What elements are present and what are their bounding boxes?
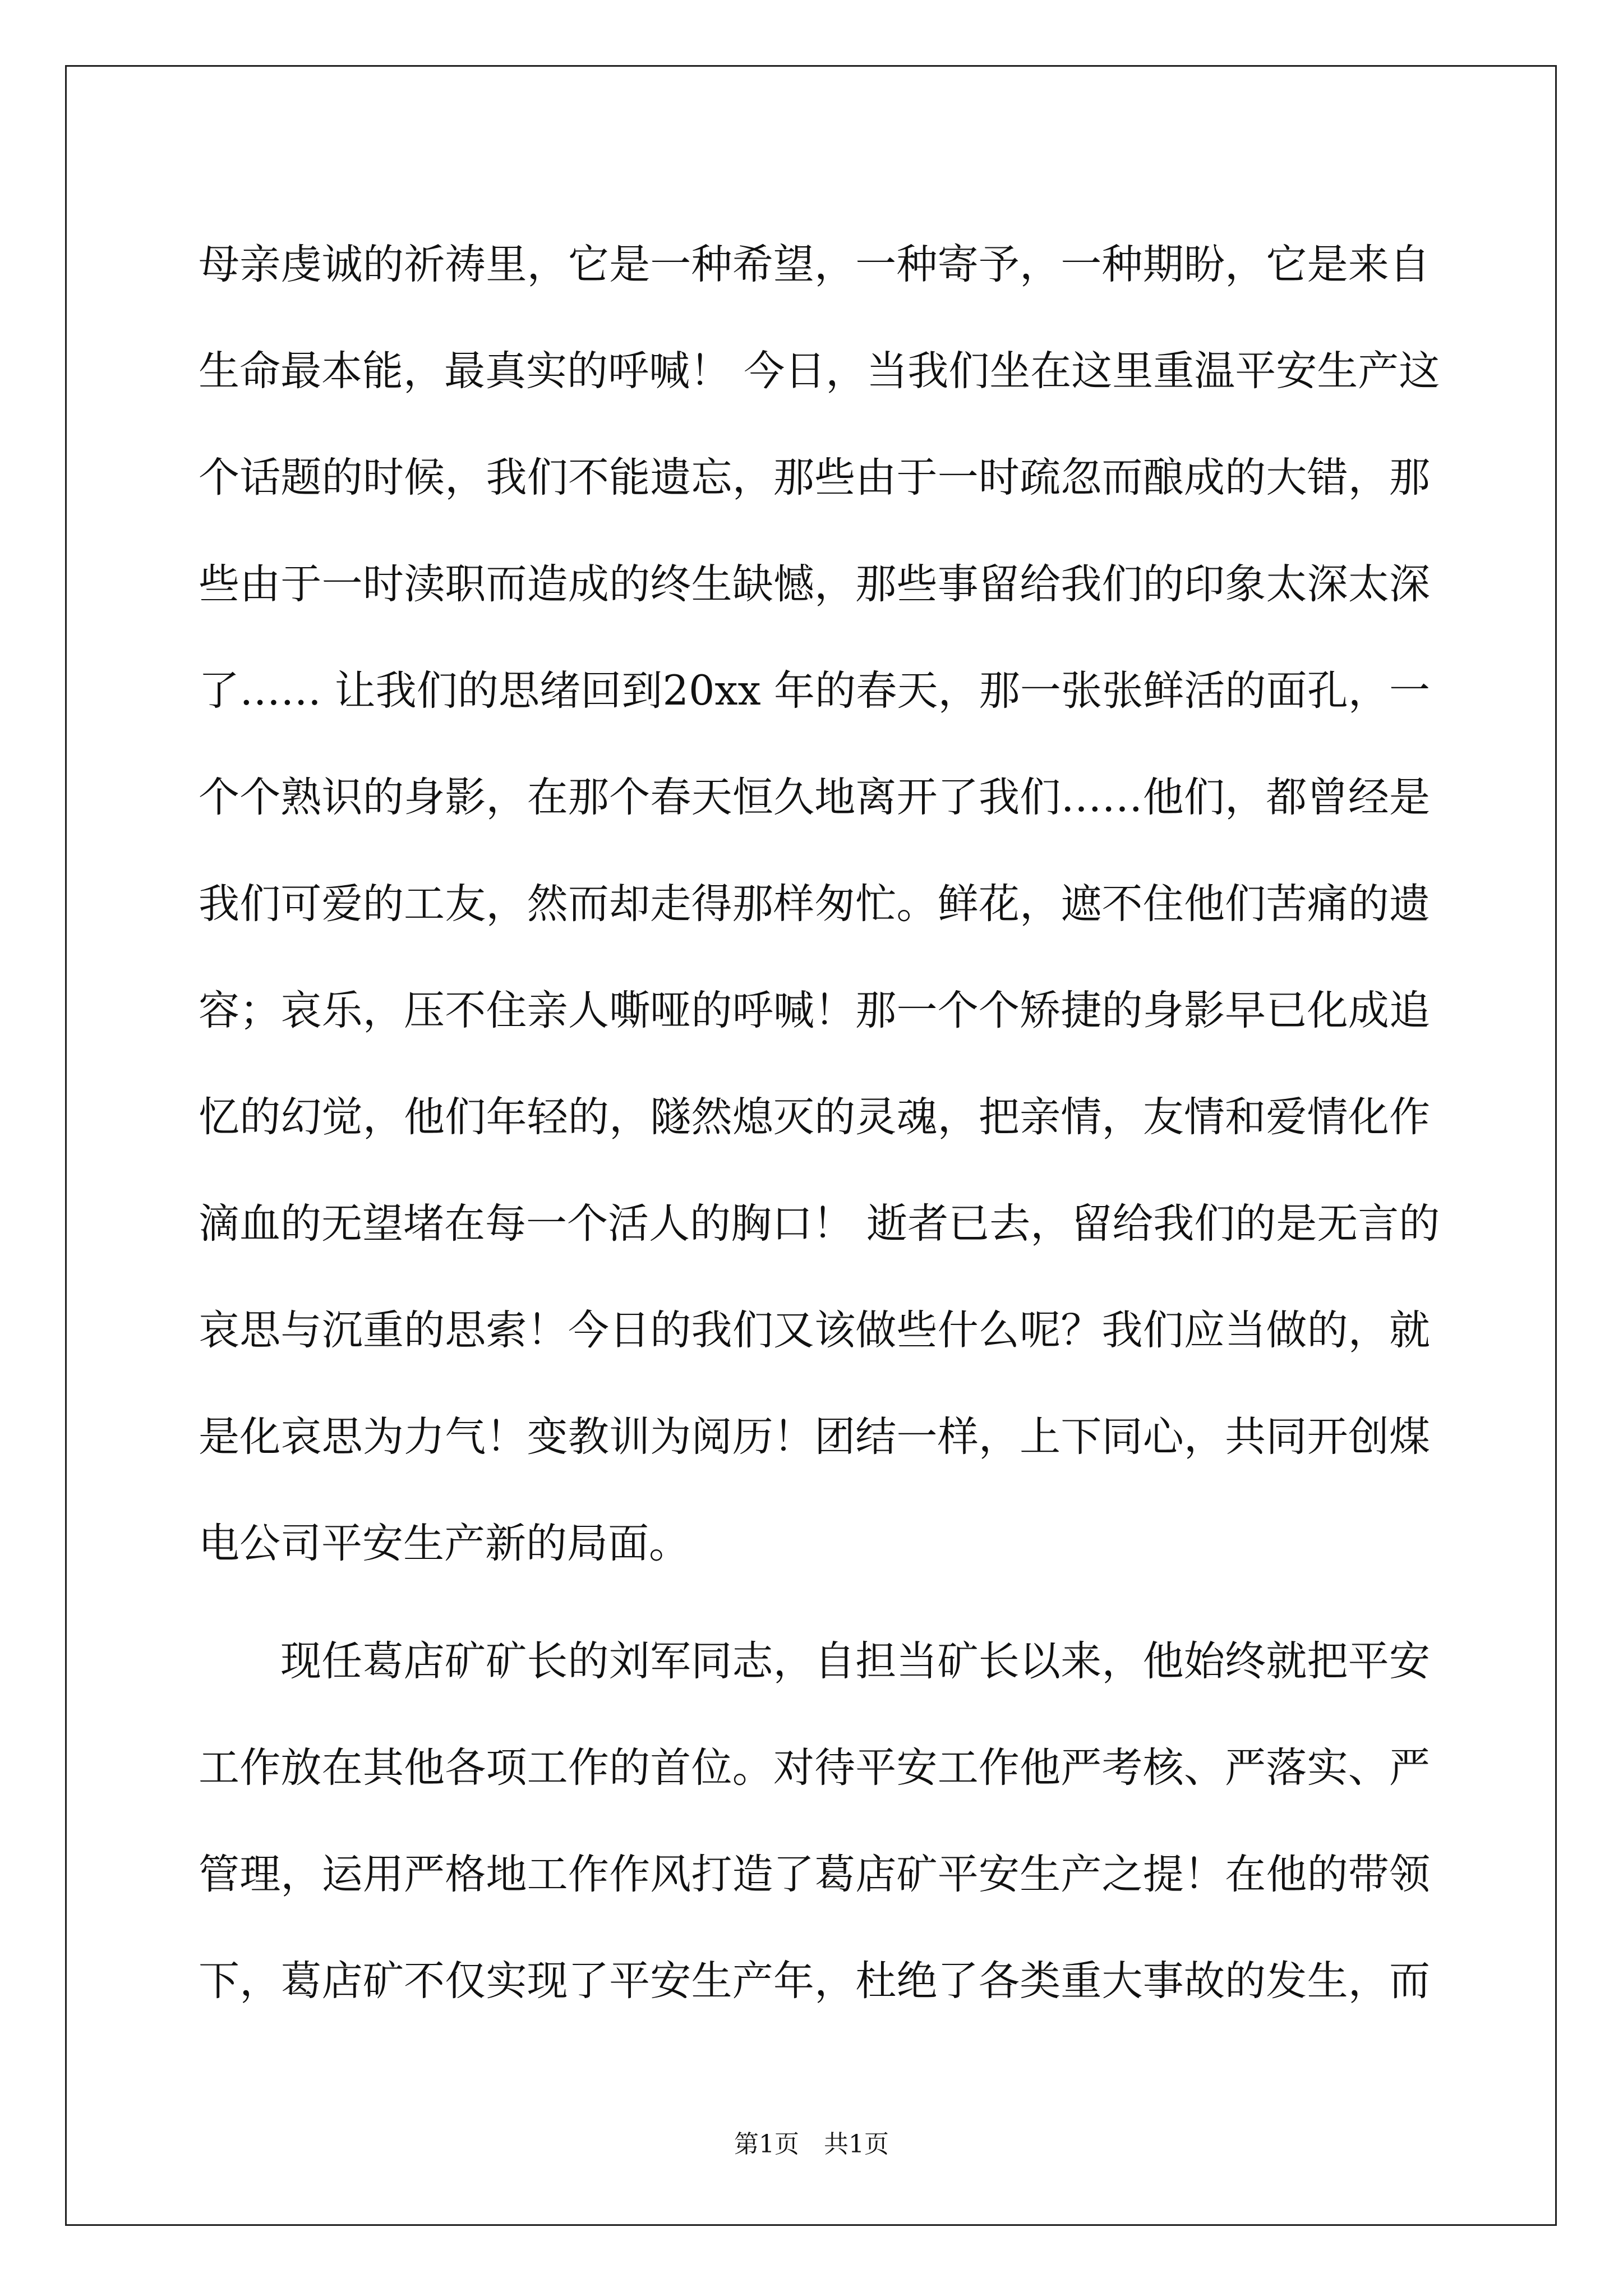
paragraph-1-line-4: 些由于一时渎职而造成的终生缺憾，那些事留给我们的印象太深太深	[199, 560, 1430, 608]
paragraph-1-line-1: 母亲虔诚的祈祷里，它是一种希望，一种寄予，一种期盼，它是来自	[199, 241, 1430, 288]
paragraph-1-line-11: 哀思与沉重的思索！今日的我们又该做些什么呢？我们应当做的，就	[199, 1306, 1430, 1354]
paragraph-1-line-10: 滴血的无望堵在每一个活人的胸口！ 逝者已去，留给我们的是无言的	[199, 1200, 1440, 1248]
paragraph-1-line-8: 容；哀乐，压不住亲人嘶哑的呼喊！那一个个矫捷的身影早已化成追	[199, 987, 1430, 1034]
page-footer	[0, 2128, 1623, 2161]
paragraph-2-line-4: 下，葛店矿不仅实现了平安生产年，杜绝了各类重大事故的发生，而	[199, 1957, 1430, 2005]
page-total: 共1页	[824, 2130, 889, 2159]
page-number: 第1页	[734, 2130, 799, 2159]
paragraph-1-line-6: 个个熟识的身影，在那个春天恒久地离开了我们……他们，都曾经是	[199, 774, 1430, 821]
paragraph-2-line-3: 管理，运用严格地工作作风打造了葛店矿平安生产之提！在他的带领	[199, 1851, 1430, 1898]
paragraph-1-line-3: 个话题的时候，我们不能遗忘，那些由于一时疏忽而酿成的大错，那	[199, 454, 1430, 501]
document-body	[199, 211, 1440, 2035]
paragraph-1-line-7: 我们可爱的工友，然而却走得那样匆忙。鲜花，遮不住他们苦痛的遗	[199, 880, 1430, 928]
paragraph-1-line-5: 了…… 让我们的思绪回到20xx 年的春天，那一张张鲜活的面孔，一	[199, 667, 1430, 715]
paragraph-2-line-1: 现任葛店矿矿长的刘军同志，自担当矿长以来，他始终就把平安	[280, 1637, 1430, 1685]
paragraph-1-line-2: 生命最本能，最真实的呼喊！ 今日，当我们坐在这里重温平安生产这	[199, 347, 1440, 395]
paragraph-1-line-9: 忆的幻觉，他们年轻的，隧然熄灭的灵魂，把亲情，友情和爱情化作	[199, 1093, 1430, 1141]
paragraph-1-line-12: 是化哀思为力气！变教训为阅历！团结一样，上下同心，共同开创煤	[199, 1413, 1430, 1461]
paragraph-2-line-2: 工作放在其他各项工作的首位。对待平安工作他严考核、严落实、严	[199, 1744, 1430, 1792]
paragraph-gap	[199, 1597, 1430, 1608]
paragraph-1-line-13: 电公司平安生产新的局面。	[199, 1520, 690, 1567]
